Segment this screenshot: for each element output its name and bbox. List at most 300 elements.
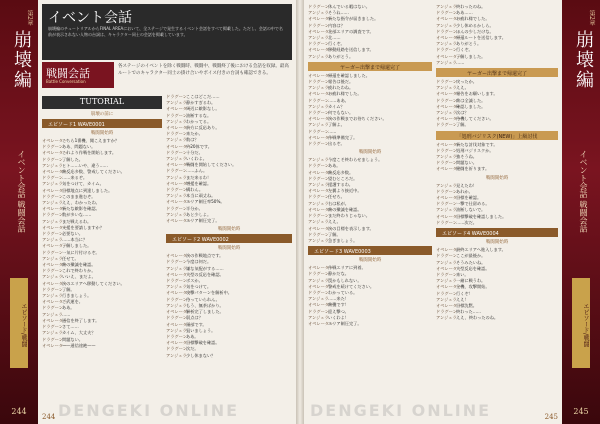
header-description: 崩壊編のチュートリアルからFINAL AREAにおいて、全ステージで発生するイベント会話をすべて掲載した。ただし、会話の中で名前が表示されない人物の台詞は、キャラクター同士の会話を掲載しています。 — [48, 26, 283, 37]
speaker-name: アンジェラ — [308, 200, 329, 206]
dialogue-text: 気をつけて、カイム。 — [62, 181, 104, 187]
chapter-label: 第2章 — [588, 10, 595, 26]
dialogue-line — [308, 238, 432, 244]
dialogue-line — [166, 218, 292, 224]
dialogue-text: 油断するな。 — [186, 112, 212, 118]
speaker-name: ドラグーン — [436, 219, 457, 225]
spine-gutter — [296, 0, 304, 424]
dialogue-text: 大型反応を確認。 — [456, 265, 490, 271]
speaker-name: アンジェラ — [308, 296, 329, 302]
dialogue-text: 急ぎましょう。 — [328, 237, 358, 243]
dialogue-text: 出るぞ。 — [328, 141, 345, 147]
dialogue-text: 任せろ。 — [328, 194, 345, 200]
speaker-name: ドラグーン — [308, 79, 329, 85]
speaker-name: オペレーター — [166, 143, 192, 149]
dialogue-text: 嫌な気配がする…… — [186, 265, 224, 271]
speaker-name: オペレーター — [436, 213, 462, 219]
speaker-name: オペレーター — [308, 169, 334, 175]
speaker-name: アンジェラ — [166, 174, 187, 180]
dialogue-list — [308, 157, 432, 244]
speaker-name: アンジェラ — [166, 265, 187, 271]
dialogue-text: 敵襲です！ — [328, 302, 349, 308]
speaker-name: オペレーター — [166, 218, 192, 224]
dialogue-text: 行くぞ。 — [328, 41, 345, 47]
dialogue-text: 迎え撃つ。 — [328, 308, 349, 314]
dialogue-text: 帰還を確認しました。 — [328, 72, 370, 78]
dialogue-text: ……ああ。 — [328, 97, 349, 103]
section-box: エピソード/戦闘 — [10, 278, 28, 368]
speaker-name: アンジェラ — [42, 181, 63, 187]
dialogue-text: 数は？ — [186, 137, 199, 143]
dialogue-text: ありがとう。 — [456, 41, 482, 47]
speaker-name: オペレーター — [166, 106, 192, 112]
dialogue-text: 休んでいる暇はない。 — [328, 4, 370, 9]
speaker-name: オペレーター — [42, 280, 68, 286]
dialogue-text: カイム？ — [328, 103, 345, 109]
speaker-name: ドラグーン — [308, 308, 329, 314]
dialogue-text: これで終わりか。 — [62, 268, 96, 274]
dialogue-list — [436, 4, 558, 66]
dialogue-text: 了解しました。 — [456, 53, 486, 59]
dialogue-text: 行くぞ。 — [456, 47, 473, 53]
speaker-name: アンジェラ — [436, 259, 457, 265]
subhead: 戦闘開始時 — [358, 150, 382, 156]
episode-header: エピソード4 WAVE0004 — [436, 228, 558, 237]
dialogue-text: 移動経路を送信します。 — [328, 47, 374, 53]
page-number-bottom: 244 — [42, 413, 56, 421]
dialogue-text: ……次だ。 — [456, 219, 477, 225]
dialogue-text: 戻ったか。 — [456, 79, 477, 85]
section-header: ヤーガー出撃まで帰還完了 — [308, 62, 432, 71]
dialogue-text: 行くぞ！ — [456, 290, 473, 296]
speaker-name: アンジェラ — [42, 200, 63, 206]
dialogue-list — [166, 94, 292, 224]
battle-title-text: 戦闘会話 — [46, 67, 90, 80]
dialogue-list — [308, 4, 432, 60]
dialogue-text: …… — [62, 311, 71, 317]
dialogue-text: 健闘を祈ります。 — [456, 166, 490, 172]
speaker-name: ドラグーン — [166, 149, 187, 155]
speaker-name: ドラグーン — [308, 194, 329, 200]
speaker-name: ドラグーン — [308, 289, 329, 295]
dialogue-text: ボスか。 — [186, 278, 203, 284]
speaker-name: オペレーター — [308, 134, 334, 140]
dialogue-text: 新たな討伐対象です。 — [456, 141, 498, 147]
dialogue-text: ええ。 — [328, 219, 341, 225]
dialogue-text: ……来るぞ。 — [62, 175, 88, 181]
dialogue-text: 内容は？ — [328, 22, 345, 28]
speaker-name: オペレーター — [308, 320, 334, 326]
dialogue-text: 右は私が。 — [328, 200, 349, 206]
speaker-name: アンジェラ — [436, 182, 457, 188]
speaker-name: アンジェラ — [436, 110, 457, 116]
speaker-name: ドラグーン — [436, 97, 457, 103]
speaker-name: ドラグーン — [166, 205, 187, 211]
speaker-name: オペレーター — [436, 16, 462, 22]
dialogue-text: 少し休めるかしら。 — [456, 22, 494, 28]
speaker-name: オペレーター — [42, 206, 68, 212]
dialogue-text: …… — [456, 59, 465, 65]
volume-label: 崩壊編 — [11, 30, 32, 90]
dialogue-text: カイム、大丈夫？ — [62, 330, 96, 336]
speaker-name: アンジェラ — [42, 237, 63, 243]
dialogue-text: 作戦エリアに到着。 — [328, 265, 366, 271]
column-2 — [166, 94, 292, 359]
dialogue-text: 次の作戦までお待ちください。 — [328, 116, 387, 122]
dialogue-text: ——通信途絶—— — [62, 342, 96, 348]
speaker-name: アンジェラ — [166, 327, 187, 333]
dialogue-text: いいえ、まだよ。 — [62, 274, 96, 280]
dialogue-text: ああ…… — [456, 10, 473, 16]
dialogue-text: 目標沈黙。 — [456, 302, 477, 308]
dialogue-line — [436, 122, 558, 128]
dialogue-list — [436, 79, 558, 129]
speaker-name: ドラグーン — [166, 346, 187, 352]
speaker-name: オペレーター — [436, 103, 462, 109]
column-4 — [436, 4, 558, 322]
dialogue-text: 敵反応多数。 — [328, 169, 354, 175]
dialogue-text: 了解。 — [456, 122, 469, 128]
speaker-name: ドラグーン — [42, 193, 63, 199]
dialogue-text: 了解。 — [62, 286, 75, 292]
dialogue-text: 一気に片付けるぞ。 — [62, 249, 100, 255]
dialogue-text: 強そうね。 — [456, 154, 477, 160]
subhead: 戦闘開始時 — [217, 227, 241, 233]
subhead: 戦闘開始時 — [217, 246, 241, 252]
dialogue-text: ヒト……いや、違う…… — [62, 162, 108, 168]
speaker-name: オペレーター — [166, 290, 192, 296]
page-number: 245 — [573, 407, 589, 416]
speaker-name: オペレーター — [308, 72, 334, 78]
watermark-brand: DENGEKI ONLINE — [58, 401, 240, 420]
speaker-name: アンジェラ — [166, 302, 187, 308]
dialogue-text: 通信を終了します。 — [62, 317, 100, 323]
dialogue-text: 一撃で仕留める。 — [456, 201, 490, 207]
column-3 — [308, 4, 432, 327]
section-box: エピソード/戦闘 — [572, 278, 590, 368]
speaker-name: アンジェラ — [308, 157, 329, 163]
speaker-name: オペレーター — [308, 28, 334, 34]
speaker-name: アンジェラ — [166, 137, 187, 143]
speaker-name: アンジェラ — [436, 154, 457, 160]
battle-description: 各ステージのイベントを除く戦闘時、戦闘中、戦闘終了後における会話を収録。最高ルートでのキャラクター同士の掛け合いやボイス付きの台詞も確認できる。 — [118, 64, 289, 76]
dialogue-text: 前方に反応あり。 — [186, 125, 220, 131]
speaker-name: ドラグーン — [42, 212, 63, 218]
speaker-name: オペレーター — [436, 116, 462, 122]
dialogue-text: 敵は全滅した。 — [456, 97, 486, 103]
dialogue-text: 構わん。 — [186, 187, 204, 193]
speaker-name: オペレーター — [42, 169, 68, 175]
column-1 — [42, 94, 162, 349]
dialogue-text: ありがとう。 — [328, 53, 354, 59]
speaker-name: オペレーター — [42, 299, 68, 305]
dialogue-text: 最終エリアへ進入します。 — [456, 247, 506, 253]
dialogue-text: 来い。 — [456, 271, 469, 277]
dialogue-text: 敵の殲滅を確認。 — [62, 262, 96, 268]
dialogue-text: 待っていられん。 — [186, 296, 220, 302]
dialogue-text: ……本当に？ — [62, 237, 88, 243]
chapter-label: 第2章 — [26, 10, 33, 26]
dialogue-text: 了解。 — [328, 231, 341, 237]
speaker-name: アンジェラ — [166, 211, 187, 217]
speaker-name: アンジェラ — [308, 219, 329, 225]
speaker-name: ドラグーン — [166, 278, 187, 284]
speaker-name: ドラグーン — [436, 201, 457, 207]
speaker-name: ドラグーン — [42, 324, 63, 330]
speaker-name: ドラグーン — [308, 175, 329, 181]
speaker-name: オペレーター — [436, 166, 462, 172]
dialogue-line — [308, 54, 432, 60]
dialogue-text: ……来た！ — [328, 296, 349, 302]
dialogue-text: 攻撃パターンを解析中。 — [186, 290, 232, 296]
dialogue-text: 了解しました。 — [62, 243, 92, 249]
speaker-name: ドラグーン — [42, 156, 63, 162]
dialogue-text: エリア制圧完了。 — [186, 218, 220, 224]
dialogue-text: 敵反応多数、警戒してください。 — [62, 169, 125, 175]
dialogue-text: 作戦準備完了。 — [328, 134, 358, 140]
speaker-name: アンジェラ — [166, 118, 187, 124]
speaker-name: オペレーター — [166, 321, 192, 327]
dialogue-text: お疲れ様でした。 — [328, 91, 362, 97]
dialogue-text: 必要ない。 — [62, 231, 83, 237]
speaker-name: ドラグーン — [166, 112, 187, 118]
speaker-name: ドラグーン — [436, 160, 457, 166]
dialogue-text: 支援を要請しますか？ — [62, 224, 104, 230]
speaker-name: アンジェラ — [166, 156, 187, 162]
dialogue-text: まだ戦えるわ。 — [62, 218, 92, 224]
dialogue-line — [42, 343, 162, 349]
speaker-name: ドラグーン — [436, 271, 457, 277]
dialogue-text: いくわよ！ — [328, 314, 349, 320]
speaker-name: ドラグーン — [308, 163, 329, 169]
dialogue-text: ご武運を。 — [62, 299, 83, 305]
section-label: イベント会話 戦闘会話 — [17, 150, 26, 233]
speaker-name: アンジェラ — [308, 35, 329, 41]
dialogue-text: 周辺に敵影なし。 — [186, 106, 220, 112]
dialogue-text: 今度は何だ。 — [186, 259, 212, 265]
dialogue-text: 増援を確認。 — [186, 180, 212, 186]
speaker-name: ドラグーン — [42, 249, 63, 255]
dialogue-text: 次のエリアへ移動してください。 — [62, 280, 125, 286]
speaker-name: オペレーター — [308, 91, 334, 97]
speaker-name: ドラグーン — [308, 271, 329, 277]
dialogue-text: そうみたいね。 — [456, 259, 486, 265]
subhead: 戦闘開始時 — [485, 240, 509, 246]
speaker-name: ドラグーン — [166, 296, 187, 302]
speaker-name: オペレーター — [166, 271, 192, 277]
speaker-name: オペレーター — [166, 199, 192, 205]
battle-subtitle: Battle Conversation — [46, 79, 86, 84]
dialogue-text: 左翼より接近中。 — [328, 188, 362, 194]
speaker-name: ドラグーン — [436, 253, 457, 259]
dialogue-text: 問題ない。 — [62, 336, 83, 342]
speaker-name: アンジェラ — [436, 22, 457, 28]
dialogue-text: このまま進むぞ。 — [62, 193, 96, 199]
speaker-name: アンジェラ — [42, 255, 63, 261]
dialogue-text: わかっている。 — [328, 289, 358, 295]
dialogue-text: 来たか。 — [186, 131, 203, 137]
dialogue-text: 確認しました。 — [456, 103, 486, 109]
dialogue-text: 次は？ — [456, 110, 469, 116]
dialogue-text: 次の目標を表示します。 — [328, 225, 374, 231]
speaker-name: ドラグーン — [42, 268, 63, 274]
dialogue-text: 行きましょう。 — [62, 293, 92, 299]
speaker-name: オペレーター — [166, 309, 192, 315]
subhead: 戦闘開始時 — [358, 258, 382, 264]
dialogue-text: ここが最後か。 — [456, 253, 486, 259]
speaker-name: ドラグーン — [436, 147, 457, 153]
dialogue-text: さて…… — [62, 324, 79, 330]
speaker-name: アンジェラ — [436, 4, 457, 9]
speaker-name: ドラグーン — [166, 168, 187, 174]
speaker-name: オペレーター — [436, 91, 462, 97]
dialogue-text: 敵の殲滅を確認。 — [328, 206, 362, 212]
dialogue-text: 解析完了しました。 — [186, 309, 224, 315]
dialogue-text: 全機、攻撃開始。 — [456, 284, 490, 290]
dialogue-text: 弱点は？ — [186, 315, 203, 321]
speaker-name: オペレーター — [308, 283, 334, 289]
dialogue-text: そうね…… — [328, 10, 349, 16]
speaker-name: アンジェラ — [308, 103, 329, 109]
speaker-name: アンジェラ — [308, 182, 329, 188]
speaker-name: アンジェラ — [42, 162, 63, 168]
section-header: 「処刑バジリスク(NEW)」上級討伐 — [436, 131, 558, 140]
dialogue-text: 本当に頑丈ね。 — [186, 193, 216, 199]
speaker-name: アンジェラ — [308, 237, 329, 243]
speaker-name: ドラグーン — [308, 141, 329, 147]
speaker-name: アンジェラ — [436, 278, 457, 284]
dialogue-text: 何でもない。 — [328, 110, 354, 116]
dialogue-text: 問題ない。 — [456, 160, 477, 166]
volume-label: 崩壊編 — [573, 30, 594, 90]
dialogue-text: 新たな指令が届きました。 — [328, 16, 379, 22]
dialogue-text: わかってる。 — [186, 118, 212, 124]
speaker-name: ドラグーン — [436, 188, 457, 194]
speaker-name: オペレーター — [308, 16, 334, 22]
dialogue-text: 大型の反応を確認。 — [186, 271, 224, 277]
dialogue-text: ここはどこだ…… — [186, 94, 220, 99]
speaker-name: オペレーター — [436, 53, 462, 59]
dialogue-text: 報告は後だ。 — [328, 79, 354, 85]
dialogue-text: 約20体です。 — [186, 143, 212, 149]
dialogue-text: 帰還ルートを送信します。 — [456, 35, 506, 41]
speaker-name: ドラグーン — [308, 110, 329, 116]
speaker-name: アンジェラ — [308, 277, 329, 283]
speaker-name: アンジェラ — [436, 41, 457, 47]
dialogue-text: 援護するわ。 — [328, 182, 353, 188]
dialogue-text: 数が多いな…… — [62, 212, 92, 218]
dialogue-text: 見えたわ！ — [456, 182, 477, 188]
speaker-name: ドラグーン — [166, 131, 187, 137]
dialogue-line — [436, 220, 558, 226]
battle-conversation-block — [42, 62, 292, 90]
speaker-name: アンジェラ — [308, 122, 329, 128]
speaker-name: オペレーター — [166, 125, 192, 131]
dialogue-text: 待機してください。 — [456, 116, 494, 122]
speaker-name: アンジェラ — [436, 59, 457, 65]
tutorial-title: TUTORIAL — [79, 97, 125, 106]
speaker-name: アンジェラ — [42, 311, 63, 317]
dialogue-text: 罠かもしれない。 — [328, 277, 362, 283]
dialogue-text: 少し休まない？ — [186, 352, 216, 358]
dialogue-text: 新たな敵影を確認。 — [62, 206, 100, 212]
dialogue-list — [436, 247, 558, 321]
speaker-name: ドラグーン — [436, 28, 457, 34]
dialogue-list — [436, 142, 558, 173]
speaker-name: オペレーター — [42, 150, 68, 156]
dialogue-text: 半分か。 — [186, 205, 203, 211]
dialogue-text: エリア制圧率50%。 — [186, 199, 225, 205]
dialogue-text: 了解した。 — [62, 156, 83, 162]
speaker-name: ドラグーン — [308, 22, 329, 28]
page-number-bottom: 245 — [544, 413, 558, 421]
left-side-tab — [0, 0, 38, 424]
dialogue-list — [166, 253, 292, 358]
dialogue-text: 目標地点に到達しました。 — [62, 187, 113, 193]
dialogue-text: 処刑バジリスクか。 — [456, 147, 494, 153]
speaker-name: オペレーター — [436, 195, 462, 201]
speaker-name: ドラグーン — [166, 259, 187, 265]
dialogue-text: ええ。 — [456, 85, 469, 91]
speaker-name: ドラグーン — [436, 10, 457, 16]
watermark-brand: DENGEKI ONLINE — [310, 401, 492, 420]
speaker-name: ドラグーン — [42, 336, 63, 342]
speaker-name: ドラグーン — [166, 333, 187, 339]
dialogue-text: 油断しないで。 — [456, 207, 486, 213]
page-title: イベント会話 — [48, 10, 132, 26]
speaker-name: オペレーター — [42, 262, 68, 268]
dialogue-list — [436, 183, 558, 226]
speaker-name: オペレーター — [436, 247, 462, 253]
speaker-name: ドラグーン — [42, 175, 63, 181]
dialogue-text: 望むところだ。 — [328, 175, 358, 181]
speaker-name: オペレーター — [436, 141, 462, 147]
page-number: 244 — [11, 407, 27, 416]
speaker-name: オペレーター — [436, 265, 462, 271]
right-page — [304, 0, 562, 424]
speaker-name: オペレーター — [166, 162, 192, 168]
dialogue-text: 頭部です。 — [186, 321, 207, 327]
dialogue-text: あれか。 — [456, 188, 473, 194]
speaker-name: ドラグーン — [308, 97, 329, 103]
speaker-name: アンジェラ — [436, 296, 457, 302]
section-label: イベント会話 戦闘会話 — [579, 150, 588, 233]
dialogue-line — [308, 141, 432, 147]
battle-title — [42, 62, 114, 88]
dialogue-text: いくわよ。 — [186, 156, 207, 162]
dialogue-line — [436, 315, 558, 321]
dialogue-text: …… — [328, 128, 337, 134]
tutorial-subtitle: 崩壊の前に — [90, 112, 114, 117]
dialogue-text: 戦闘を開始してください。 — [186, 162, 237, 168]
dialogue-text: 一緒に戦うわ。 — [456, 278, 486, 284]
dialogue-text: ……ふん。 — [186, 168, 208, 174]
dialogue-text: 目標撃破を確認しました。 — [456, 213, 507, 219]
speaker-name: オペレーター — [42, 243, 68, 249]
speaker-name: オペレーター — [308, 188, 334, 194]
dialogue-line — [166, 353, 292, 359]
speaker-name: アンジェラ — [42, 330, 63, 336]
dialogue-text: もう、無茶ばかり。 — [186, 302, 224, 308]
dialogue-text: これより作戦を開始します。 — [62, 150, 117, 156]
speaker-name: ドラグーン — [436, 122, 457, 128]
dialogue-text: ええ、終わったのね。 — [456, 315, 499, 321]
speaker-name: アンジェラ — [166, 284, 187, 290]
dialogue-text: エリア制圧完了。 — [328, 320, 362, 326]
dialogue-line — [308, 321, 432, 327]
section-header: ヤーガー出撃まで帰還完了 — [436, 68, 558, 77]
dialogue-text: 十分だ。 — [186, 149, 203, 155]
